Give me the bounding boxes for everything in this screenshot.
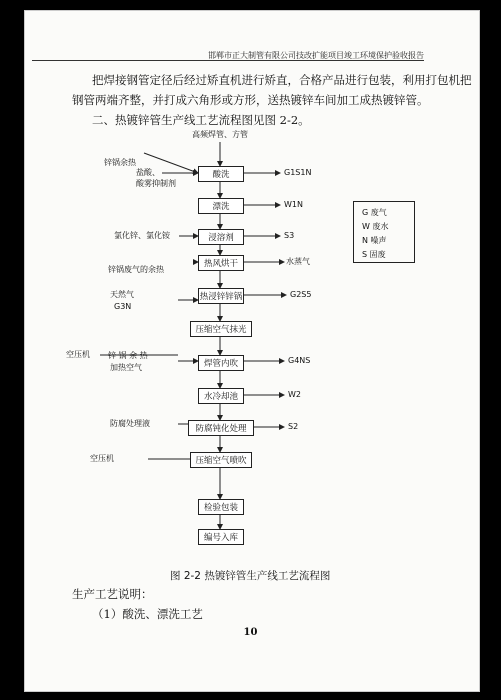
step-passivate: 防腐钝化处理 [188, 420, 254, 436]
input-anticorrosion: 防腐处理液 [110, 419, 150, 428]
legend-box [353, 201, 415, 263]
process-flow-diagram [52, 128, 408, 568]
input-chloride: 氯化锌、氯化铵 [114, 231, 170, 240]
legend-item: G 废气 [362, 208, 387, 217]
input-air-compressor-2: 空压机 [90, 454, 114, 463]
input-acid-inhibitor: 酸雾抑制剂 [136, 179, 176, 188]
output-s2: S2 [288, 422, 299, 431]
step-galvanize: 热浸锌锌锅 [198, 288, 244, 304]
input-heated-air: 加热空气 [110, 363, 142, 372]
output-s3: S3 [284, 231, 295, 240]
input-zinc-heat-2: 锌 锅 余 热 [108, 351, 148, 360]
legend-item: S 固废 [362, 250, 386, 259]
output-w1n: W1N [284, 200, 303, 209]
step-water-cool: 水冷却池 [198, 388, 244, 404]
output-g4ns: G4NS [288, 356, 311, 365]
step-inspect-pack: 检验包装 [198, 499, 244, 515]
step-flux: 浸溶剂 [198, 229, 244, 245]
body-paragraph: 生产工艺说明： [72, 587, 153, 601]
step-air-blow: 压缩空气喷吹 [190, 452, 252, 468]
legend-item: N 噪声 [362, 236, 387, 245]
input-natural-gas: 天然气 [110, 290, 134, 299]
figure-caption: 图 2-2 热镀锌管生产线工艺流程图 [170, 570, 331, 582]
step-number-store: 编号入库 [198, 529, 244, 545]
output-g1s1n: G1S1N [284, 168, 312, 177]
legend-item: W 废水 [362, 222, 389, 231]
step-inner-blow: 焊管内吹 [198, 355, 244, 371]
body-paragraph: 钢管两端齐整，并打成六角形或方形，送热镀锌车间加工成热镀锌管。 [72, 93, 429, 107]
output-steam: 水蒸气 [286, 257, 310, 266]
subsection-heading: （1）酸洗、漂洗工艺 [92, 607, 203, 621]
step-hot-air-dry: 热风烘干 [198, 255, 244, 271]
input-air-compressor: 空压机 [66, 350, 90, 359]
body-paragraph: 把焊接钢管定径后经过矫直机进行矫直，合格产品进行包装，利用打包机把 [92, 73, 472, 87]
step-rinse: 漂洗 [198, 198, 244, 214]
step-air-wipe: 压缩空气抹光 [190, 321, 252, 337]
input-zinc-heat: 锌锅余热 [104, 158, 136, 167]
input-raw-pipe: 高频焊管、方管 [192, 130, 248, 139]
input-acid: 盐酸、 [136, 168, 160, 177]
header-divider [32, 60, 424, 61]
input-waste-heat: 锌锅废气的余热 [108, 265, 164, 274]
output-g2s5: G2S5 [290, 290, 312, 299]
output-g3n: G3N [114, 302, 132, 311]
section-heading: 二、热镀锌管生产线工艺流程图见图 2-2。 [92, 113, 310, 127]
page-number: 10 [243, 627, 258, 638]
page-header: 邯郸市正大制管有限公司技改扩能项目竣工环境保护验收报告 [208, 51, 424, 60]
output-w2: W2 [288, 390, 301, 399]
step-acid-wash: 酸洗 [198, 166, 244, 182]
